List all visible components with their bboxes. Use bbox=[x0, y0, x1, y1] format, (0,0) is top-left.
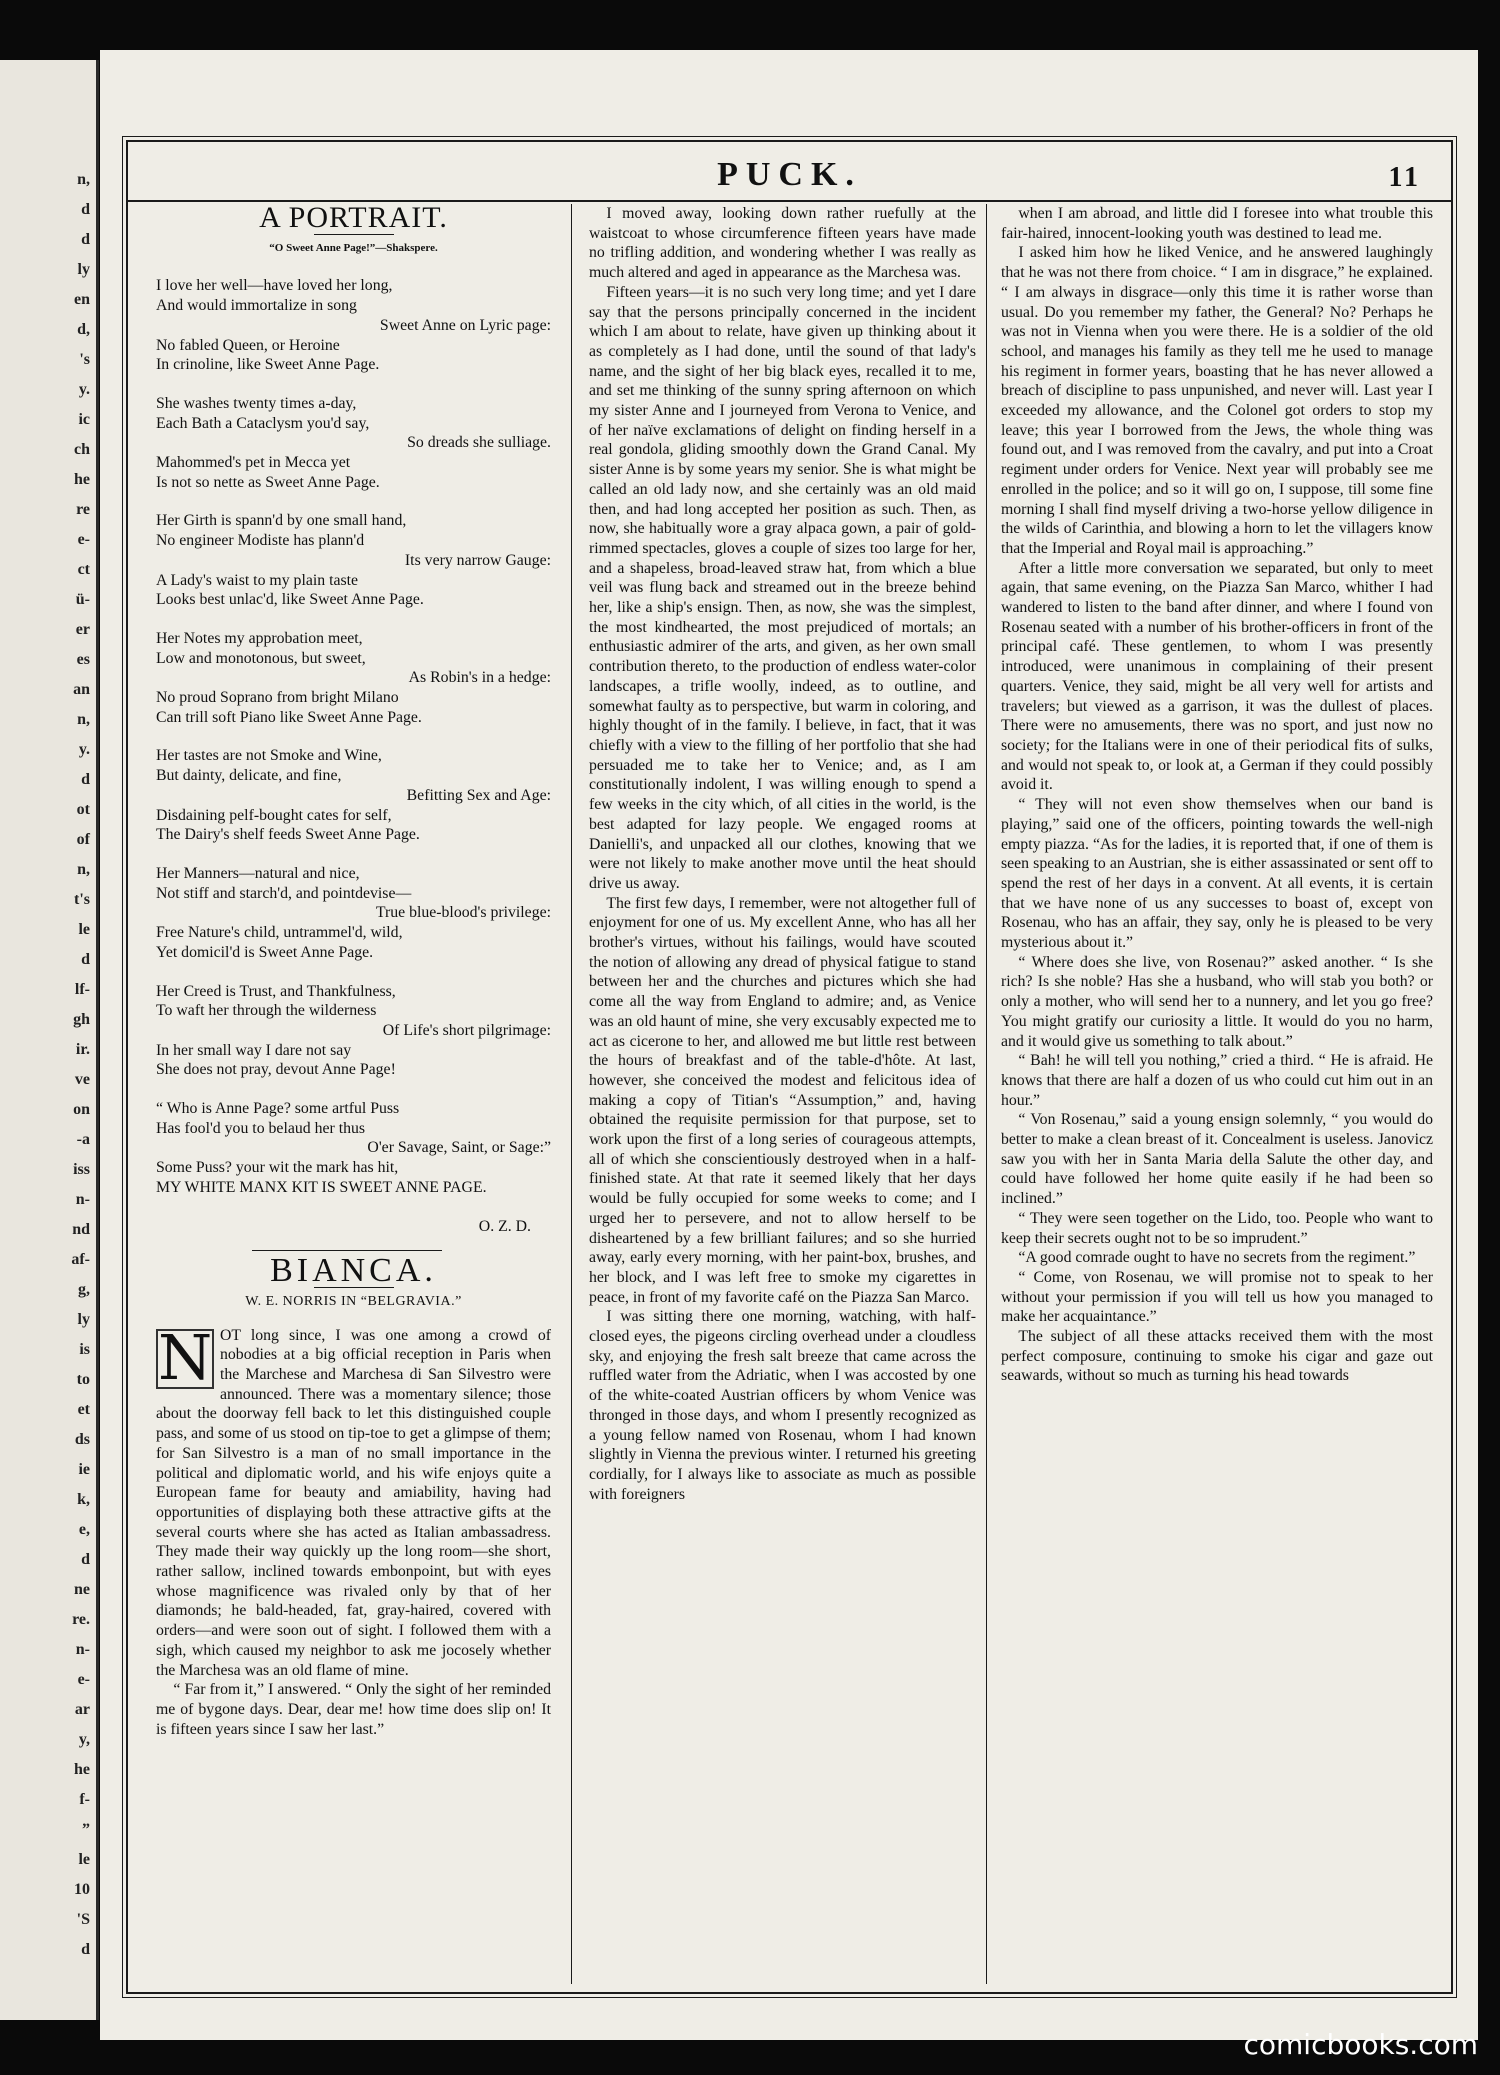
poem-line: As Robin's in a hedge: bbox=[408, 669, 551, 687]
poem-line: She does not pray, devout Anne Page! bbox=[156, 1061, 396, 1079]
story-paragraph: “ Far from it,” I answered. “ Only the sight of her reminded me of bygone days. Dear, dear me! how time does slip on! It is fifteen years since I saw her last.” bbox=[156, 1681, 551, 1738]
poem-line: Of Life's short pilgrimage: bbox=[382, 1021, 551, 1039]
facing-page-fragment: d bbox=[81, 201, 90, 218]
poem-line: Sweet Anne on Lyric page: bbox=[379, 316, 551, 334]
facing-page-fragment: d, bbox=[77, 321, 90, 338]
facing-page-fragment: ic bbox=[78, 411, 90, 428]
facing-page-fragment: d bbox=[81, 951, 90, 968]
poem-stanza bbox=[156, 746, 551, 845]
poem-line: Her tastes are not Smoke and Wine, bbox=[156, 747, 382, 765]
facing-page-fragment: d bbox=[81, 771, 90, 788]
poem-signature: O. Z. D. bbox=[478, 1217, 531, 1235]
facing-page-fragment: er bbox=[75, 621, 90, 638]
facing-page-fragment: t's bbox=[74, 891, 90, 908]
poem-line: A Lady's waist to my plain taste bbox=[156, 571, 359, 589]
story-paragraph: The first few days, I remember, were not altogether full of enjoyment for one of us. My excellent Anne, who has all her brother's virtues, without his failings, would have scouted the notion of allowing any dread of physical fatigue to stand between her and the churches and pictures which she had come all the way from England to admire; and, as Venice was an old haunt of mine, she very excusably expected me to act as cicerone to her, and allowed me but little rest between the hours of breakfast and of the table-d'hôte. At last, however, she conceived the modest and felicitous idea of making a copy of Titian's “Assumption,” and, having obtained the requisite permission for that purpose, set to work upon the first of a long series of courageous attempts, all of which she conscientiously destroyed when in a half-finished state. At that rate it seemed likely that her days would be fully occupied for some weeks to come; and I urged her to persevere, and not to allow herself to be disheartened by a few brilliant failures; and so she hurried away, early every morning, with her paint-box, brushes, and her block, and I was left free to smoke my cigarettes in peace, in front of my favorite café on the Piazza San Marco. bbox=[589, 894, 976, 1306]
column-1 bbox=[156, 201, 551, 1739]
facing-page-fragment: y, bbox=[78, 1731, 90, 1748]
poem-title: A PORTRAIT. bbox=[259, 201, 448, 234]
facing-page-fragment: af- bbox=[71, 1251, 90, 1268]
facing-page-fragment: n, bbox=[77, 171, 90, 188]
poem-stanza bbox=[156, 276, 551, 375]
poem-stanza bbox=[156, 511, 551, 610]
poem-line: Disdaining pelf-bought cates for self, bbox=[156, 806, 392, 824]
poem-line: MY WHITE MANX KIT IS SWEET ANNE PAGE. bbox=[156, 1178, 487, 1196]
poem-line: I love her well—have loved her long, bbox=[156, 277, 393, 295]
poem-line: In her small way I dare not say bbox=[156, 1041, 352, 1059]
facing-page-fragment: et bbox=[77, 1401, 90, 1418]
page-number: 11 bbox=[1388, 162, 1421, 193]
poem-line: No proud Soprano from bright Milano bbox=[156, 689, 399, 707]
facing-page-fragment: ct bbox=[77, 561, 90, 578]
drop-cap: N bbox=[158, 1320, 213, 1394]
facing-page-fragment: of bbox=[76, 831, 90, 848]
poem-line: Her Girth is spann'd by one small hand, bbox=[156, 512, 407, 530]
facing-page-fragment: ve bbox=[74, 1071, 90, 1088]
story-text-column-3 bbox=[1001, 204, 1433, 1386]
facing-page-fragment: 10 bbox=[74, 1881, 90, 1898]
poem-line: Her Notes my approbation meet, bbox=[156, 629, 363, 647]
facing-page-fragment: y. bbox=[78, 741, 90, 758]
poem-line: Free Nature's child, untrammel'd, wild, bbox=[156, 924, 403, 942]
poem-line: True blue-blood's privilege: bbox=[375, 904, 551, 922]
facing-page-fragment: on bbox=[73, 1101, 90, 1118]
poem-line: Not stiff and starch'd, and pointdevise— bbox=[156, 884, 412, 902]
poem-line: Some Puss? your wit the mark has hit, bbox=[156, 1159, 399, 1177]
facing-page-fragment: iss bbox=[73, 1161, 90, 1178]
masthead-title: PUCK. bbox=[717, 156, 862, 193]
poem-line: Is not so nette as Sweet Anne Page. bbox=[156, 473, 380, 491]
poem-line: “ Who is Anne Page? some artful Puss bbox=[156, 1100, 400, 1118]
poem-line: Her Creed is Trust, and Thankfulness, bbox=[156, 982, 396, 1000]
facing-page-fragment: is bbox=[79, 1341, 90, 1358]
poem-line: Looks best unlac'd, like Sweet Anne Page. bbox=[156, 591, 424, 609]
story-paragraph: “ Bah! he will tell you nothing,” cried a third. “ He is afraid. He knows that there are half a dozen of us who could cut him out in an hour.” bbox=[1001, 1052, 1433, 1109]
facing-page-fragment: es bbox=[76, 651, 90, 668]
facing-page-fragment: en bbox=[74, 291, 90, 308]
facing-page-fragment: d bbox=[81, 1941, 90, 1958]
story-paragraph: “ Come, von Rosenau, we will promise not to speak to her without your permission if you will tell us how you managed to make her acquaintance.” bbox=[1001, 1268, 1433, 1326]
facing-page-fragment: ir. bbox=[75, 1041, 90, 1058]
facing-page-fragment: ds bbox=[74, 1431, 90, 1448]
story-paragraph: After a little more conversation we separated, but only to meet again, that same evening, on the Piazza San Marco, whither I had wandered to listen to the band after dinner, and where I found von Rosenau seated with a number of his brother-officers in front of the principal café. These gentlemen, to whom I was presently introduced, were unanimous in complaining of their present quarters. Venice, they said, might be all very well for artists and travelers; but viewed as a garrison, it was the dullest of places. There were no amusements, there was no sport, and just now no society; for the Italians were in one of their periodical fits of sulks, and would not speak to, or look at, a German if they could possibly avoid it. bbox=[1001, 559, 1433, 794]
poem-body bbox=[156, 276, 551, 1197]
facing-page-fragment: k, bbox=[77, 1491, 90, 1508]
facing-page-fragment: ch bbox=[74, 441, 90, 458]
poem-line: Its very narrow Gauge: bbox=[404, 551, 551, 569]
story-paragraph: “ Where does she live, von Rosenau?” asked another. “ Is she rich? Is she noble? Has she a husband, who will stab you both? or only a mother, who will send her to a nunnery, and let you go free? You might gratify our curiosity a little. It would do you no harm, and it would give us something to talk about.” bbox=[1001, 953, 1433, 1050]
poem-line: Has fool'd you to belaud her thus bbox=[156, 1119, 366, 1137]
story-paragraph: when I am abroad, and little did I foresee into what trouble this fair-haired, innocent-looking youth was destined to lead me. bbox=[1001, 205, 1433, 242]
facing-page-fragment: he bbox=[74, 471, 90, 488]
column-rule bbox=[571, 204, 572, 1984]
story-paragraph: “ They will not even show themselves when our band is playing,” said one of the officers, pointing towards the well-nigh empty piazza. “As for the ladies, it is reported that, if one of them is seen speaking to an Austrian, she is either assassinated or sent off to spend the rest of her days in a convent. At all events, it is certain that we have none of us any successes to boast of, except von Rosenau, who has an affair, they say, only he is pleased to be very mysterious about it.” bbox=[1001, 796, 1433, 952]
poem-line: Low and monotonous, but sweet, bbox=[156, 649, 366, 667]
poem-epigraph: “O Sweet Anne Page!”—Shakspere. bbox=[269, 241, 438, 254]
facing-page-fragment: e- bbox=[77, 1671, 90, 1688]
facing-page-fragment: n, bbox=[77, 861, 90, 878]
poem-line: Her Manners—natural and nice, bbox=[156, 864, 360, 882]
facing-page-fragment: ” bbox=[82, 1821, 90, 1838]
poem-line: Befitting Sex and Age: bbox=[406, 786, 551, 804]
poem-line: To waft her through the wilderness bbox=[156, 1002, 377, 1020]
story-paragraph: “ Von Rosenau,” said a young ensign solemnly, “ you would do better to make a clean breast of it. Concealment is useless. Janovicz saw you with her in Santa Maria della Salute the other day, and could have followed her home quite easily if he had been so inclined.” bbox=[1001, 1111, 1433, 1208]
poem-stanza bbox=[156, 864, 551, 963]
facing-page-fragment: ne bbox=[74, 1581, 90, 1598]
story-paragraph: OT long since, I was one among a crowd of nobodies at a big official reception in Paris when the Marchese and Marchesa di San Silvestro were announced. There was a momentary silence; those about the doorway fell back to let this distinguished couple pass, and some of us stood on tip-toe to get a glimpse of them; for San Silvestro is a man of no small importance in the political and diplomatic world, and his wife enjoys quite a European fame for beauty and amiability, having had opportunities of displaying both these attractive gifts at the several courts where she has acted as Italian ambassadress. They made their way quickly up the long room—she short, rather sallow, inclined towards embonpoint, but with eyes whose magnificence was rivaled only by that of her diamonds; he bald-headed, fat, gray-haired, covered with orders—and were soon out of sight. I followed them with a sigh, which caused my neighbor to ask me jocosely whether the Marchesa was an old flame of mine. bbox=[156, 1326, 551, 1679]
poem-line: And would immortalize in song bbox=[156, 297, 357, 315]
story-text-column-1 bbox=[156, 1320, 551, 1740]
story-paragraph: Fifteen years—it is no such very long time; and yet I dare say that the persons principally concerned in the incident which I am about to relate, have given up thinking about it as completely as I had done, until the sound of that lady's name, and the sight of her big black eyes, recalled it to me, and set me thinking of the sunny spring afternoon on which my sister Anne and I journeyed from Verona to Venice, and of her naïve exclamations of delight on finding herself in a real gondola, gliding smoothly down the Grand Canal. My sister Anne is by some years my senior. She is what might be called an old lady now, and she certainly was an old maid then, and had long accepted her position as such. Then, as now, she habitually wore a gray alpaca gown, a pair of gold-rimmed spectacles, gloves a couple of sizes too large for her, and a shapeless, broad-leaved straw hat, from which a blue veil was flung back and streamed out in the breeze behind her, like a ship's ensign. Then, as now, she was the simplest, the most kindhearted, the most prejudiced of mortals; an enthusiastic admirer of the arts, and given, as her own small contribution thereto, to the production of endless water-color landscapes, a trifle woolly, indeed, as to outline, and somewhat faulty as to perspective, but warm in coloring, and highly thought of in the family. I believe, in fact, that it was chiefly with a view to the filling of her portfolio that she had persuaded me to take her to Venice; and, as I am constitutionally indolent, I was willing enough to spend a few weeks in the city which, of all cities in the world, is the best adapted for lazy people. We engaged rooms at Danielli's, and unpacked all our clothes, knowing that we were not likely to make another move until the heat should drive us away. bbox=[589, 283, 976, 892]
story-paragraph: “A good comrade ought to have no secrets from the regiment.” bbox=[1018, 1249, 1416, 1267]
facing-page-fragment: f- bbox=[79, 1791, 90, 1808]
facing-page-fragment: n, bbox=[77, 711, 90, 728]
poem-line: No fabled Queen, or Heroine bbox=[156, 336, 340, 354]
poem-stanza bbox=[156, 1099, 551, 1198]
facing-page-fragment: ly bbox=[77, 261, 90, 278]
facing-page-fragment: lf- bbox=[74, 981, 90, 998]
story-title: BIANCA. bbox=[270, 1252, 437, 1290]
watermark: comicbooks.com bbox=[1243, 2028, 1478, 2061]
facing-page-fragment: n- bbox=[75, 1641, 90, 1658]
story-paragraph: “ They were seen together on the Lido, too. People who want to keep their secrets ought not to be so imprudent.” bbox=[1001, 1209, 1433, 1247]
facing-page-fragment: re bbox=[76, 501, 90, 518]
section-rule bbox=[252, 1250, 442, 1251]
poem-stanza bbox=[156, 394, 551, 493]
facing-page-fragment: ly bbox=[77, 1311, 90, 1328]
poem-line: Can trill soft Piano like Sweet Anne Page. bbox=[156, 708, 422, 726]
story-paragraph: I moved away, looking down rather ruefully at the waistcoat to whose circumference fifteen years have made no trifling addition, and wondering whether I was really as much altered and aged in appearance as the Marchesa was. bbox=[589, 205, 976, 282]
facing-page-fragment: g, bbox=[78, 1281, 90, 1298]
facing-page-fragment: y. bbox=[78, 381, 90, 398]
facing-page-fragment: d bbox=[81, 231, 90, 248]
poem-line: The Dairy's shelf feeds Sweet Anne Page. bbox=[156, 826, 420, 844]
facing-page-fragment: to bbox=[76, 1371, 90, 1388]
poem-stanza bbox=[156, 982, 551, 1081]
facing-page-fragment: le bbox=[78, 1851, 90, 1868]
column-rule bbox=[986, 204, 987, 1984]
masthead bbox=[128, 142, 1451, 200]
poem-line: Each Bath a Cataclysm you'd say, bbox=[156, 414, 370, 432]
story-paragraph: I was sitting there one morning, watching, with half-closed eyes, the pigeons circling overhead under a cloudless sky, and enjoying the fresh salt breeze that came across the ruffled water from the Adriatic, when I was accosted by one of the white-coated Austrian officers by whom Venice was thronged in those days, and whom I presently recognized as a young fellow named von Rosenau, whom I had known slightly in Vienna the previous winter. I returned his greeting cordially, for I always like to associate as much as possible with foreigners bbox=[589, 1308, 976, 1503]
facing-page-fragment: 'S bbox=[76, 1911, 90, 1928]
facing-page-fragment: d bbox=[81, 1551, 90, 1568]
poem-line: No engineer Modiste has plann'd bbox=[156, 532, 365, 550]
page bbox=[100, 50, 1478, 2040]
facing-page-edge bbox=[0, 60, 99, 2020]
facing-page-fragment: nd bbox=[72, 1221, 90, 1238]
poem-line: But dainty, delicate, and fine, bbox=[156, 767, 342, 785]
story-paragraph: The subject of all these attacks received them with the most perfect composure, continuing to smoke his cigar and gaze out seawards, without so much as turning his head towards bbox=[1001, 1328, 1433, 1385]
facing-page-fragment: ie bbox=[78, 1461, 90, 1478]
facing-page-fragment: gh bbox=[73, 1011, 90, 1028]
poem-line: O'er Savage, Saint, or Sage:” bbox=[367, 1139, 551, 1157]
story-text-column-2 bbox=[589, 204, 976, 1504]
facing-page-fragment: he bbox=[74, 1761, 90, 1778]
poem-stanza bbox=[156, 629, 551, 728]
facing-page-fragment: -a bbox=[76, 1131, 90, 1148]
facing-page-fragment: le bbox=[78, 921, 90, 938]
poem-line: Mahommed's pet in Mecca yet bbox=[156, 454, 351, 472]
poem-line: Yet domicil'd is Sweet Anne Page. bbox=[156, 943, 374, 961]
facing-page-fragment: n- bbox=[75, 1191, 90, 1208]
facing-page-fragment: ot bbox=[76, 801, 90, 818]
poem-line: She washes twenty times a-day, bbox=[156, 394, 357, 412]
facing-page-fragment: 's bbox=[79, 351, 90, 368]
facing-page-fragment: e- bbox=[77, 531, 90, 548]
facing-page-fragment: ar bbox=[74, 1701, 90, 1718]
poem-line: So dreads she sulliage. bbox=[407, 434, 551, 452]
facing-page-fragment: an bbox=[73, 681, 90, 698]
facing-page-fragment: e, bbox=[78, 1521, 90, 1538]
poem-line: In crinoline, like Sweet Anne Page. bbox=[156, 356, 380, 374]
story-byline: W. E. NORRIS IN “BELGRAVIA.” bbox=[245, 1293, 462, 1309]
page-frame bbox=[126, 140, 1453, 1994]
story-paragraph: I asked him how he liked Venice, and he answered laughingly that he was not there from choice. “ I am in disgrace,” he explained. “ I am always in disgrace—only this time it is rather worse than usual. Do you remember my father, the General? No? Perhaps he was not in Vienna when you were there. He is a soldier of the old school, and manages his family as they tell me he used to manage his regiment in former years, boasting that he has never allowed a breach of discipline to pass unpunished, and never will. Last year I exceeded my allowance, and the Colonel got orders to stop my leave; this year I borrowed from the Jews, the whole thing was found out, and I was removed from the cavalry, and put into a Croat regiment under orders for Venice. Next year will probably see me enrolled in the police; and so it will go on, I suppose, till some fine morning I shall find myself driving a two-horse yellow diligence in the wilds of Carinthia, and blowing a horn to let the villagers know that the Imperial and Royal mail is approaching.” bbox=[1001, 244, 1433, 557]
facing-page-fragment: re. bbox=[72, 1611, 90, 1628]
facing-page-fragment: ü- bbox=[75, 591, 90, 608]
